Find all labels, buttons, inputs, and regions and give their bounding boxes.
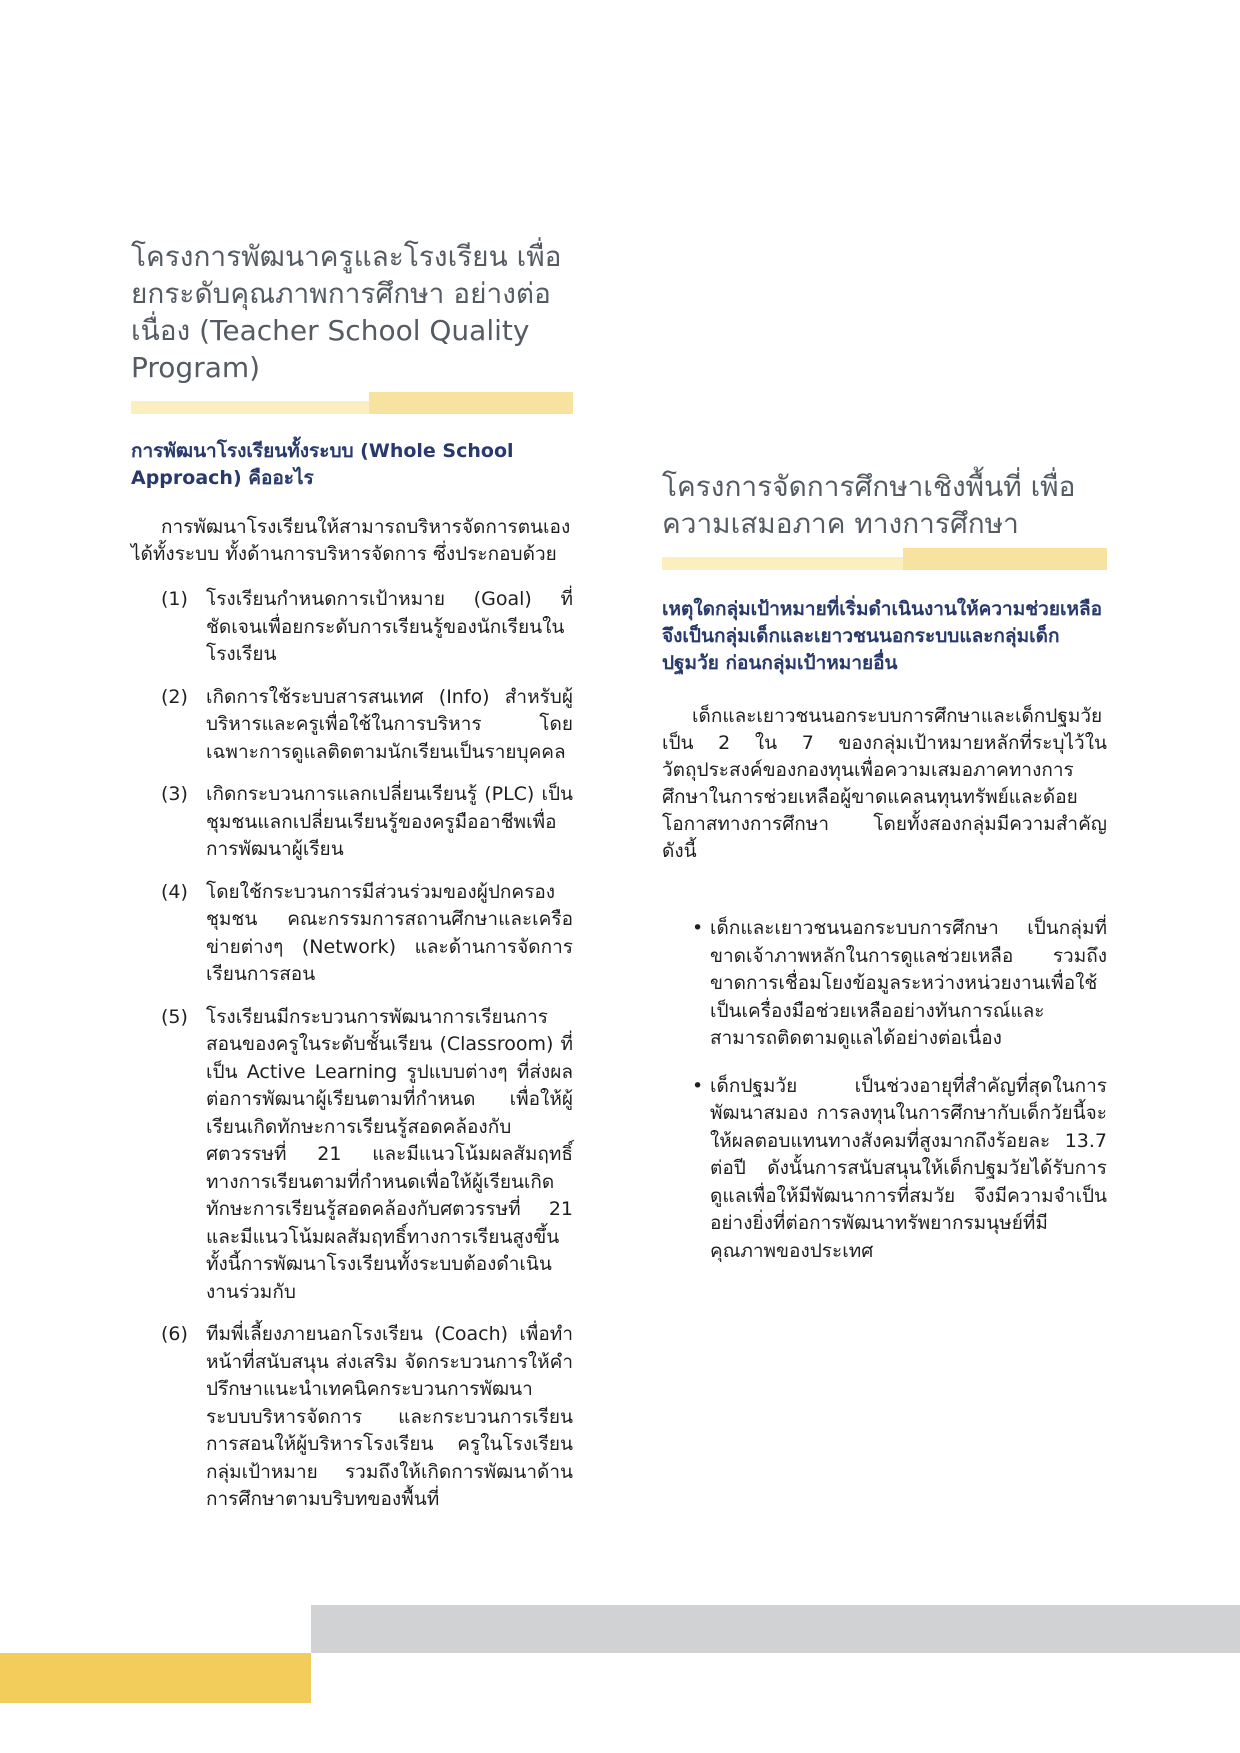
list-item bbox=[131, 1321, 573, 1514]
left-column bbox=[131, 238, 573, 1529]
item-number: (4) bbox=[161, 880, 188, 903]
item-text: เกิดกระบวนการแลกเปลี่ยนเรียนรู้ (PLC) เป็นชุมชนแลกเปลี่ยนเรียนรู้ของครูมืออาชีพเพื่อการพัฒนาผู้เรียน bbox=[206, 783, 573, 860]
item-number: (1) bbox=[161, 588, 188, 610]
item-text: ทีมพี่เลี้ยงภายนอกโรงเรียน (Coach) เพื่อทำหน้าที่สนับสนุน ส่งเสริม จัดกระบวนการให้คำปรึกษาแนะนำเทคนิคกระบวนการพัฒนาระบบบริหารจัดการ และกระบวนการเรียนการสอนให้ผู้บริหารโรงเรียน ครูในโรงเรียนกลุ่มเป้าหมาย รวมถึงให้เกิดการพัฒนาด้านการศึกษาตามบริบทของพื้นที่ bbox=[206, 1323, 573, 1510]
list-item bbox=[131, 586, 573, 669]
subheading-whole-school: การพัฒนาโรงเรียนทั้งระบบ (Whole School Approach) คืออะไร bbox=[131, 440, 514, 489]
list-item bbox=[662, 915, 1107, 1053]
intro-paragraph: การพัฒนาโรงเรียนให้สามารถบริหารจัดการตนเองได้ทั้งระบบ ทั้งด้านการบริหารจัดการ ซึ่งประกอบด้วย bbox=[131, 516, 571, 565]
bullet-list bbox=[662, 915, 1107, 1265]
item-text: โดยใช้กระบวนการมีส่วนร่วมของผู้ปกครองชุมชน คณะกรรมการสถานศึกษาและเครือข่ายต่างๆ (Network) และด้านการจัดการเรียนการสอน bbox=[206, 880, 573, 985]
list-item bbox=[131, 684, 573, 767]
right-column bbox=[662, 468, 1107, 1285]
item-text: โรงเรียนกำหนดการเป้าหมาย (Goal) ที่ชัดเจนเพื่อยกระดับการเรียนรู้ของนักเรียนในโรงเรียน bbox=[206, 588, 573, 665]
footer-gray-band bbox=[311, 1605, 1240, 1653]
item-text: เด็กปฐมวัย เป็นช่วงอายุที่สำคัญที่สุดในการพัฒนาสมอง การลงทุนในการศึกษากับเด็กวัยนี้จะให้ผลตอบแทนทางสังคมที่สูงมากถึงร้อยละ 13.7 ต่อปี ดังนั้นการสนับสนุนให้เด็กปฐมวัยได้รับการดูแลเพื่อให้มีพัฒนาการที่สมวัย จึงมีความจำเป็นอย่างยิ่งที่ต่อการพัฒนาทรัพยากรมนุษย์ที่มีคุณภาพของประเทศ bbox=[710, 1074, 1107, 1262]
list-item bbox=[131, 781, 573, 864]
item-number: (2) bbox=[161, 685, 188, 708]
section-title-teacher-school: โครงการพัฒนาครูและโรงเรียน เพื่อยกระดับคุณภาพการศึกษา อย่างต่อเนื่อง (Teacher School Quality Program) bbox=[131, 240, 562, 384]
footer-yellow-band bbox=[0, 1653, 311, 1703]
bullet-icon: • bbox=[692, 1074, 704, 1097]
list-item bbox=[131, 1004, 573, 1307]
item-number: (5) bbox=[161, 1005, 188, 1028]
intro-paragraph: เด็กและเยาวชนนอกระบบการศึกษาและเด็กปฐมวัย เป็น 2 ใน 7 ของกลุ่มเป้าหมายหลักที่ระบุไว้ในวัตถุประสงค์ของกองทุนเพื่อความเสมอภาคทางการศึกษาในการช่วยเหลือผู้ขาดแคลนทุนทรัพย์และด้อยโอกาสทางการศึกษา โดยทั้งสองกลุ่มมีความสำคัญ ดังนี้ bbox=[662, 705, 1107, 862]
section-title-equity-area: โครงการจัดการศึกษาเชิงพื้นที่ เพื่อความเสมอภาค ทางการศึกษา bbox=[662, 470, 1076, 540]
list-item bbox=[662, 1073, 1107, 1266]
bullet-icon: • bbox=[692, 917, 704, 939]
subheading-target-groups: เหตุใดกลุ่มเป้าหมายที่เริ่มดำเนินงานให้ความช่วยเหลือ จึงเป็นกลุ่มเด็กและเยาวชนนอกระบบและกลุ่มเด็กปฐมวัย ก่อนกลุ่มเป้าหมายอื่น bbox=[662, 598, 1103, 674]
numbered-list bbox=[131, 586, 573, 1514]
item-text: โรงเรียนมีกระบวนการพัฒนาการเรียนการสอนของครูในระดับชั้นเรียน (Classroom) ที่เป็น Active Learning รูปแบบต่างๆ ที่ส่งผลต่อการพัฒนาผู้เรียนตามที่กำหนด เพื่อให้ผู้เรียนเกิดทักษะการเรียนรู้สอดคล้องกับศตวรรษที่ 21 และมีแนวโน้มผลสัมฤทธิ์ทางการเรียนตามที่กำหนดเพื่อให้ผู้เรียนเกิดทักษะการเรียนรู้สอดคล้องกับศตวรรษที่ 21 และมีแนวโน้มผลสัมฤทธิ์ทางการเรียนสูงขึ้น ทั้งนี้การพัฒนาโรงเรียนทั้งระบบต้องดำเนินงานร่วมกับ bbox=[206, 1005, 573, 1303]
title-underline-bar bbox=[662, 548, 1107, 570]
item-number: (3) bbox=[161, 783, 188, 805]
title-underline-bar bbox=[131, 392, 573, 414]
item-number: (6) bbox=[161, 1323, 188, 1345]
item-text: เกิดการใช้ระบบสารสนเทศ (Info) สำหรับผู้บริหารและครูเพื่อใช้ในการบริหาร โดยเฉพาะการดูแลติดตามนักเรียนเป็นรายบุคคล bbox=[206, 685, 573, 763]
item-text: เด็กและเยาวชนนอกระบบการศึกษา เป็นกลุ่มที่ขาดเจ้าภาพหลักในการดูแลช่วยเหลือ รวมถึงขาดการเชื่อมโยงข้อมูลระหว่างหน่วยงานเพื่อใช้เป็นเครื่องมือช่วยเหลืออย่างทันการณ์และสามารถติดตามดูแลได้อย่างต่อเนื่อง bbox=[710, 917, 1107, 1049]
list-item bbox=[131, 879, 573, 989]
